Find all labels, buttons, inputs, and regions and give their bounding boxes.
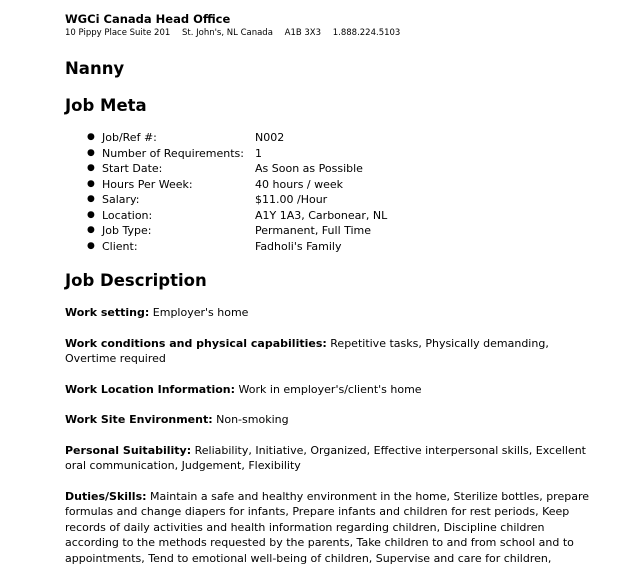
bullet-icon: ● xyxy=(87,240,95,251)
duties-label: Duties/Skills: xyxy=(65,489,147,503)
meta-item-requirements: ● Number of Requirements: 1 xyxy=(87,146,262,160)
office-address-line xyxy=(65,27,595,39)
bullet-icon: ● xyxy=(87,209,95,220)
work-location-text: Work in employer's/client's home xyxy=(238,382,422,396)
work-conditions-paragraph xyxy=(65,336,595,367)
office-postal: A1B 3X3 xyxy=(284,28,322,38)
bullet-icon: ● xyxy=(87,178,95,189)
job-description-heading: Job Description xyxy=(65,271,207,290)
work-setting-label: Work setting: xyxy=(65,306,150,319)
meta-item-job-type: ● Job Type: Permanent, Full Time xyxy=(87,224,372,237)
job-title: Nanny xyxy=(65,59,125,78)
meta-item-job-ref: ● Job/Ref #: N002 xyxy=(87,131,285,144)
bullet-icon: ● xyxy=(87,225,95,235)
work-setting-paragraph xyxy=(65,305,595,321)
office-name: WGCi Canada Head Office xyxy=(65,12,231,26)
meta-item-start-date: ● Start Date: As Soon as Possible xyxy=(87,162,363,175)
duties-paragraph xyxy=(65,489,595,567)
work-conditions-text: Repetitive tasks, Physically demanding, Overtime required xyxy=(65,336,549,365)
office-street: 10 Pippy Place Suite 201 xyxy=(65,28,171,38)
personal-suitability-paragraph xyxy=(65,443,595,474)
office-phone: 1.888.224.5103 xyxy=(332,28,401,38)
work-conditions-label: Work conditions and physical capabilities: xyxy=(65,336,327,350)
work-setting-text: Employer's home xyxy=(152,306,249,319)
meta-item-location: ● Location: A1Y 1A3, Carbonear, NL xyxy=(87,208,388,222)
meta-item-salary: ● Salary: $11.00 /Hour xyxy=(87,193,328,206)
job-meta-list xyxy=(65,130,595,254)
bullet-icon: ● xyxy=(87,132,95,142)
personal-suitability-label: Personal Suitability: xyxy=(65,443,192,457)
bullet-icon: ● xyxy=(87,163,95,173)
meta-item-hours: ● Hours Per Week: 40 hours / week xyxy=(87,177,344,191)
office-city: St. John's, NL Canada xyxy=(181,28,273,38)
meta-item-client: ● Client: Fadholi's Family xyxy=(87,239,342,253)
work-site-label: Work Site Environment: xyxy=(65,413,213,426)
bullet-icon: ● xyxy=(87,147,95,158)
document-page xyxy=(65,12,595,566)
bullet-icon: ● xyxy=(87,194,95,204)
work-site-text: Non-smoking xyxy=(216,413,289,426)
personal-suitability-text: Reliability, Initiative, Organized, Effective interpersonal skills, Excellent oral communication, Judgement, Flexibility xyxy=(65,443,586,472)
job-meta-heading: Job Meta xyxy=(65,96,147,115)
duties-text: Maintain a safe and healthy environment in the home, Sterilize bottles, prepare formulas and change diapers for infants, Prepare infants and children for rest periods, Keep records of daily activities and health information regarding children, Discipline children according to the methods requested by the parents, Take children to and from school and to appointments, Tend to emotional well-being of children, Supervise and care for children, xyxy=(65,489,590,565)
work-site-paragraph xyxy=(65,412,595,428)
work-location-label: Work Location Information: xyxy=(65,382,236,396)
work-location-paragraph xyxy=(65,382,595,398)
